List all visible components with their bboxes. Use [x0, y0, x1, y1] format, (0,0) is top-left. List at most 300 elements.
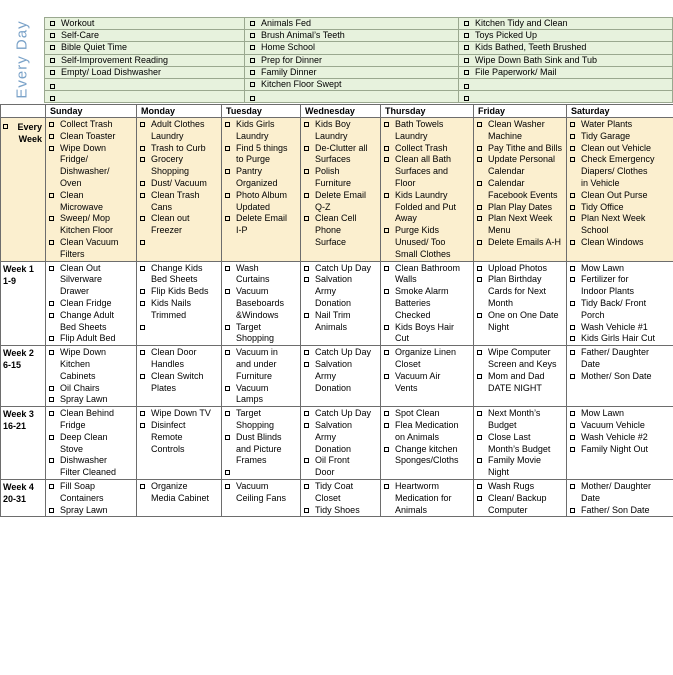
task-item — [570, 322, 673, 334]
task-checkbox[interactable] — [49, 216, 54, 221]
task-label: Smoke Alarm Batteries Checked — [395, 286, 449, 320]
task-item — [570, 213, 673, 237]
task-label: One on One Date Night — [488, 309, 559, 332]
week-row — [1, 346, 673, 407]
every-day-task-cell — [45, 66, 245, 78]
task-item — [140, 420, 221, 455]
task-label: Family Movie Night — [488, 455, 542, 478]
task-checkbox[interactable] — [477, 350, 482, 355]
task-label: Catch Up Day — [315, 408, 372, 419]
task-checkbox[interactable] — [140, 350, 145, 355]
task-label: Organize Linen Closet — [395, 347, 457, 369]
task-checkbox[interactable] — [225, 411, 230, 416]
task-checkbox[interactable] — [304, 122, 309, 127]
task-item — [464, 55, 672, 66]
task-checkbox[interactable] — [570, 374, 575, 379]
task-label: Clean Vacuum Filters — [60, 236, 119, 259]
task-checkbox[interactable] — [384, 193, 389, 198]
day-task-cell — [46, 118, 137, 262]
task-label: Organize Media Cabinet — [151, 480, 210, 503]
task-item — [50, 55, 244, 66]
task-item — [50, 81, 244, 89]
task-label: Tidy Garage — [581, 130, 631, 141]
task-label: Animals Fed — [261, 18, 312, 29]
task-label: Workout — [61, 18, 95, 29]
task-checkbox[interactable] — [570, 277, 575, 282]
task-label: Pantry Organized — [236, 166, 278, 188]
task-checkbox[interactable] — [140, 484, 145, 489]
task-checkbox[interactable] — [477, 277, 482, 282]
task-checkbox[interactable] — [384, 157, 389, 162]
task-label: Target Shopping — [236, 408, 275, 430]
task-item — [225, 467, 300, 475]
task-label: Plan Next Week School — [581, 213, 646, 236]
task-checkbox[interactable] — [225, 484, 230, 489]
task-checkbox[interactable] — [477, 496, 482, 501]
day-task-cell — [301, 346, 381, 407]
task-label: Clean all Bath Surfaces and Floor — [395, 154, 452, 188]
day-task-cell — [137, 261, 222, 346]
task-checkbox[interactable] — [50, 96, 55, 101]
every-day-task-cell — [245, 42, 459, 54]
task-checkbox[interactable] — [477, 157, 482, 162]
task-checkbox[interactable] — [477, 411, 482, 416]
task-checkbox[interactable] — [570, 193, 575, 198]
task-checkbox[interactable] — [49, 411, 54, 416]
task-label: Clean Bathroom Walls — [395, 262, 461, 285]
task-label: Vacuum Lamps — [236, 382, 269, 405]
day-header-monday: Monday — [137, 105, 222, 118]
task-item — [225, 408, 300, 432]
task-label: Grocery Shopping — [151, 154, 190, 177]
task-checkbox[interactable] — [225, 216, 230, 221]
task-checkbox[interactable] — [570, 146, 575, 151]
task-checkbox[interactable] — [304, 313, 309, 318]
task-checkbox[interactable] — [250, 33, 255, 38]
task-label: Trash to Curb — [151, 142, 206, 153]
task-checkbox[interactable] — [225, 289, 230, 294]
task-checkbox[interactable] — [250, 45, 255, 50]
task-checkbox[interactable] — [49, 240, 54, 245]
day-header-row — [1, 105, 673, 118]
task-item — [49, 237, 136, 261]
task-checkbox[interactable] — [304, 266, 309, 271]
task-label: Clean out Freezer — [151, 213, 190, 236]
task-checkbox[interactable] — [50, 21, 55, 26]
task-item — [304, 274, 380, 309]
task-checkbox[interactable] — [250, 58, 255, 63]
task-checkbox[interactable] — [225, 146, 230, 151]
task-label: Upload Photos — [488, 262, 548, 273]
task-checkbox[interactable] — [384, 447, 389, 452]
task-checkbox[interactable] — [384, 289, 389, 294]
task-label: Pay Tithe and Bills — [488, 142, 563, 153]
day-task-cell — [301, 407, 381, 480]
task-label: Dust Blinds and Picture Frames — [236, 431, 282, 466]
task-label: Clean Washer Machine — [488, 119, 545, 141]
task-checkbox[interactable] — [304, 277, 309, 282]
task-checkbox[interactable] — [225, 169, 230, 174]
task-label: Calendar Facebook Events — [488, 177, 558, 200]
day-task-cell — [474, 479, 567, 516]
task-checkbox[interactable] — [570, 508, 575, 513]
task-checkbox[interactable] — [140, 374, 145, 379]
task-checkbox[interactable] — [304, 362, 309, 367]
day-task-cell — [46, 261, 137, 346]
week-row — [1, 261, 673, 346]
task-checkbox[interactable] — [570, 435, 575, 440]
task-checkbox[interactable] — [140, 411, 145, 416]
task-checkbox[interactable] — [49, 386, 54, 391]
task-item — [250, 93, 458, 101]
task-checkbox[interactable] — [477, 266, 482, 271]
task-checkbox[interactable] — [225, 435, 230, 440]
task-checkbox[interactable] — [49, 484, 54, 489]
task-item — [570, 131, 673, 143]
row-label-cell — [1, 407, 46, 480]
task-item — [384, 322, 473, 346]
task-item — [477, 310, 566, 334]
task-item — [304, 166, 380, 190]
task-label: Clean Out Silverware Drawer — [60, 262, 103, 297]
task-item — [570, 202, 673, 214]
task-checkbox[interactable] — [49, 350, 54, 355]
task-checkbox[interactable] — [384, 266, 389, 271]
task-item — [140, 143, 221, 155]
task-label: Wipe Computer Screen and Keys — [488, 347, 557, 369]
task-checkbox[interactable] — [570, 350, 575, 355]
task-checkbox[interactable] — [464, 70, 469, 75]
task-checkbox[interactable] — [304, 146, 309, 151]
task-label: Kids Boys Hair Cut — [395, 321, 455, 344]
task-label: Kids Nails Trimmed — [151, 297, 192, 320]
task-checkbox[interactable] — [304, 169, 309, 174]
every-day-task-cell — [245, 91, 459, 103]
task-item — [384, 143, 473, 155]
task-checkbox[interactable] — [50, 45, 55, 50]
task-checkbox[interactable] — [304, 350, 309, 355]
task-checkbox[interactable] — [225, 266, 230, 271]
task-label: Wash Vehicle #1 — [581, 321, 648, 332]
task-label: Father/ Son Date — [581, 504, 650, 515]
every-day-task-cell — [245, 66, 459, 78]
task-label: Kitchen Tidy and Clean — [475, 18, 568, 29]
task-item — [140, 322, 221, 330]
task-checkbox[interactable] — [140, 122, 145, 127]
day-header-friday: Friday — [474, 105, 567, 118]
task-checkbox[interactable] — [225, 122, 230, 127]
task-item — [304, 119, 380, 143]
task-item — [49, 505, 136, 517]
task-checkbox[interactable] — [384, 411, 389, 416]
task-checkbox[interactable] — [250, 70, 255, 75]
task-label: Clean Behind Fridge — [60, 408, 115, 430]
task-label: Catch Up Day — [315, 262, 372, 273]
task-checkbox[interactable] — [570, 122, 575, 127]
task-checkbox[interactable] — [225, 325, 230, 330]
task-checkbox[interactable] — [140, 289, 145, 294]
task-checkbox[interactable] — [570, 266, 575, 271]
task-item — [304, 213, 380, 248]
task-item — [384, 154, 473, 189]
task-checkbox[interactable] — [140, 325, 145, 330]
every-day-task-cell — [45, 78, 245, 90]
day-task-cell — [137, 118, 222, 262]
task-checkbox[interactable] — [49, 508, 54, 513]
task-item — [49, 347, 136, 382]
task-item — [304, 455, 380, 479]
task-checkbox[interactable] — [304, 458, 309, 463]
task-item — [50, 93, 244, 101]
task-label: Empty/ Load Dishwasher — [61, 66, 162, 77]
task-checkbox[interactable] — [225, 470, 230, 475]
task-item — [140, 347, 221, 371]
day-task-cell — [381, 346, 474, 407]
task-checkbox[interactable] — [464, 45, 469, 50]
task-item — [49, 263, 136, 298]
task-label: Delete Emails A-H — [488, 236, 562, 247]
task-item — [140, 119, 221, 143]
task-item — [304, 408, 380, 420]
task-checkbox[interactable] — [477, 146, 482, 151]
task-checkbox[interactable] — [50, 84, 55, 89]
task-item — [225, 322, 300, 346]
every-day-label — [0, 17, 44, 102]
task-checkbox[interactable] — [384, 325, 389, 330]
task-checkbox[interactable] — [570, 325, 575, 330]
task-checkbox[interactable] — [140, 193, 145, 198]
task-checkbox[interactable] — [384, 122, 389, 127]
task-checkbox[interactable] — [140, 181, 145, 186]
task-checkbox[interactable] — [140, 146, 145, 151]
task-checkbox[interactable] — [570, 301, 575, 306]
task-checkbox[interactable] — [477, 181, 482, 186]
every-day-task-cell — [45, 18, 245, 30]
task-checkbox[interactable] — [49, 397, 54, 402]
day-task-cell — [474, 407, 567, 480]
row-checkbox[interactable] — [3, 124, 8, 129]
task-checkbox[interactable] — [464, 21, 469, 26]
task-checkbox[interactable] — [570, 484, 575, 489]
task-label: Oil Front Door — [315, 455, 350, 478]
row-label-cell — [1, 479, 46, 516]
task-checkbox[interactable] — [477, 122, 482, 127]
task-item — [570, 154, 673, 189]
task-item — [250, 55, 458, 66]
day-task-cell — [222, 261, 301, 346]
task-item — [49, 455, 136, 479]
task-item — [50, 67, 244, 78]
task-checkbox[interactable] — [477, 313, 482, 318]
task-item — [304, 310, 380, 334]
task-label: Delete Email I-P — [236, 213, 288, 236]
day-task-cell — [137, 407, 222, 480]
task-item — [477, 455, 566, 479]
every-day-task-cell — [45, 54, 245, 66]
task-checkbox[interactable] — [464, 96, 469, 101]
task-item — [49, 394, 136, 406]
task-checkbox[interactable] — [140, 240, 145, 245]
task-label: Collect Trash — [395, 142, 448, 153]
task-checkbox[interactable] — [50, 70, 55, 75]
task-label: Close Last Month’s Budget — [488, 431, 551, 454]
task-checkbox[interactable] — [384, 423, 389, 428]
day-task-cell — [381, 261, 474, 346]
task-item — [49, 298, 136, 310]
task-label: Adult Clothes Laundry — [151, 119, 205, 141]
task-item — [304, 481, 380, 505]
task-label: Toys Picked Up — [475, 30, 538, 41]
task-checkbox[interactable] — [304, 193, 309, 198]
task-checkbox[interactable] — [49, 134, 54, 139]
task-checkbox[interactable] — [304, 484, 309, 489]
task-checkbox[interactable] — [304, 411, 309, 416]
task-item — [140, 481, 221, 505]
task-label: Clean Toaster — [60, 130, 116, 141]
task-item — [570, 408, 673, 420]
task-label: Target Shopping — [236, 321, 275, 344]
day-task-cell — [222, 479, 301, 516]
task-item — [140, 237, 221, 245]
task-checkbox[interactable] — [477, 216, 482, 221]
task-label: Fertilizer for Indoor Plants — [581, 274, 635, 297]
task-checkbox[interactable] — [49, 146, 54, 151]
task-label: Salvation Army Donation — [315, 358, 353, 393]
task-item — [225, 347, 300, 382]
task-item — [225, 263, 300, 287]
task-item — [477, 119, 566, 143]
task-label: Clean Cell Phone Surface — [315, 213, 357, 247]
task-checkbox[interactable] — [570, 205, 575, 210]
day-task-cell — [474, 346, 567, 407]
task-checkbox[interactable] — [477, 484, 482, 489]
task-item — [477, 432, 566, 456]
task-item — [477, 213, 566, 237]
task-checkbox[interactable] — [250, 21, 255, 26]
task-checkbox[interactable] — [140, 266, 145, 271]
task-checkbox[interactable] — [464, 58, 469, 63]
task-checkbox[interactable] — [250, 82, 255, 87]
task-checkbox[interactable] — [384, 374, 389, 379]
task-label: Clean/ Backup Computer — [488, 492, 547, 515]
task-label: Home School — [261, 42, 316, 53]
task-item — [304, 420, 380, 455]
task-checkbox[interactable] — [570, 447, 575, 452]
task-checkbox[interactable] — [140, 157, 145, 162]
task-checkbox[interactable] — [477, 374, 482, 379]
task-checkbox[interactable] — [477, 240, 482, 245]
task-item — [570, 505, 673, 517]
task-checkbox[interactable] — [570, 157, 575, 162]
task-label: Purge Kids Unused/ Too Small Clothes — [395, 225, 451, 259]
task-label: Clean Switch Plates — [151, 370, 204, 393]
task-checkbox[interactable] — [384, 146, 389, 151]
task-checkbox[interactable] — [49, 435, 54, 440]
task-checkbox[interactable] — [140, 423, 145, 428]
task-checkbox[interactable] — [225, 350, 230, 355]
task-checkbox[interactable] — [140, 216, 145, 221]
task-checkbox[interactable] — [304, 508, 309, 513]
task-item — [477, 143, 566, 155]
day-task-cell — [137, 346, 222, 407]
task-checkbox[interactable] — [49, 266, 54, 271]
task-label: Wipe Down Kitchen Cabinets — [60, 347, 107, 381]
task-checkbox[interactable] — [225, 193, 230, 198]
task-item — [464, 18, 672, 29]
task-checkbox[interactable] — [477, 435, 482, 440]
task-checkbox[interactable] — [464, 33, 469, 38]
task-checkbox[interactable] — [570, 411, 575, 416]
task-checkbox[interactable] — [49, 122, 54, 127]
every-day-task-cell — [459, 18, 673, 30]
task-item — [49, 481, 136, 505]
task-checkbox[interactable] — [477, 458, 482, 463]
task-checkbox[interactable] — [49, 458, 54, 463]
task-checkbox[interactable] — [250, 96, 255, 101]
every-day-task-cell — [245, 18, 459, 30]
task-item — [464, 30, 672, 41]
task-checkbox[interactable] — [304, 216, 309, 221]
task-checkbox[interactable] — [570, 134, 575, 139]
task-checkbox[interactable] — [477, 205, 482, 210]
task-checkbox[interactable] — [50, 58, 55, 63]
task-item — [477, 178, 566, 202]
task-checkbox[interactable] — [464, 84, 469, 89]
task-label: Mother/ Daughter Date — [581, 480, 652, 503]
task-checkbox[interactable] — [49, 313, 54, 318]
task-item — [250, 79, 458, 90]
task-checkbox[interactable] — [50, 33, 55, 38]
task-label: Nail Trim Animals — [315, 309, 351, 332]
task-item — [49, 213, 136, 237]
task-checkbox[interactable] — [49, 301, 54, 306]
task-label: Spot Clean — [395, 408, 440, 419]
task-item — [477, 347, 566, 371]
task-item — [570, 143, 673, 155]
task-checkbox[interactable] — [225, 386, 230, 391]
row-label: Week 1 1-9 — [3, 263, 34, 286]
task-checkbox[interactable] — [384, 228, 389, 233]
task-item — [477, 274, 566, 309]
task-checkbox[interactable] — [570, 423, 575, 428]
task-label: Delete Email Q-Z — [315, 189, 367, 212]
day-task-cell — [222, 346, 301, 407]
every-day-task-grid — [44, 17, 673, 103]
task-item — [464, 81, 672, 89]
task-item — [384, 444, 473, 468]
task-label: Kids Girls Hair Cut — [581, 333, 656, 344]
task-checkbox[interactable] — [384, 350, 389, 355]
task-checkbox[interactable] — [570, 216, 575, 221]
day-task-cell — [567, 118, 673, 262]
task-item — [384, 408, 473, 420]
day-task-cell — [301, 118, 381, 262]
task-checkbox[interactable] — [570, 240, 575, 245]
task-item — [477, 493, 566, 517]
task-checkbox[interactable] — [570, 336, 575, 341]
day-task-cell — [222, 118, 301, 262]
task-checkbox[interactable] — [49, 193, 54, 198]
task-label: Salvation Army Donation — [315, 274, 353, 308]
task-checkbox[interactable] — [384, 484, 389, 489]
task-item — [384, 263, 473, 287]
task-checkbox[interactable] — [140, 301, 145, 306]
task-item — [464, 67, 672, 78]
task-checkbox[interactable] — [304, 423, 309, 428]
task-label: Flip Adult Bed — [60, 333, 116, 344]
task-checkbox[interactable] — [49, 336, 54, 341]
task-label: Vacuum in and under Furniture — [236, 347, 278, 381]
